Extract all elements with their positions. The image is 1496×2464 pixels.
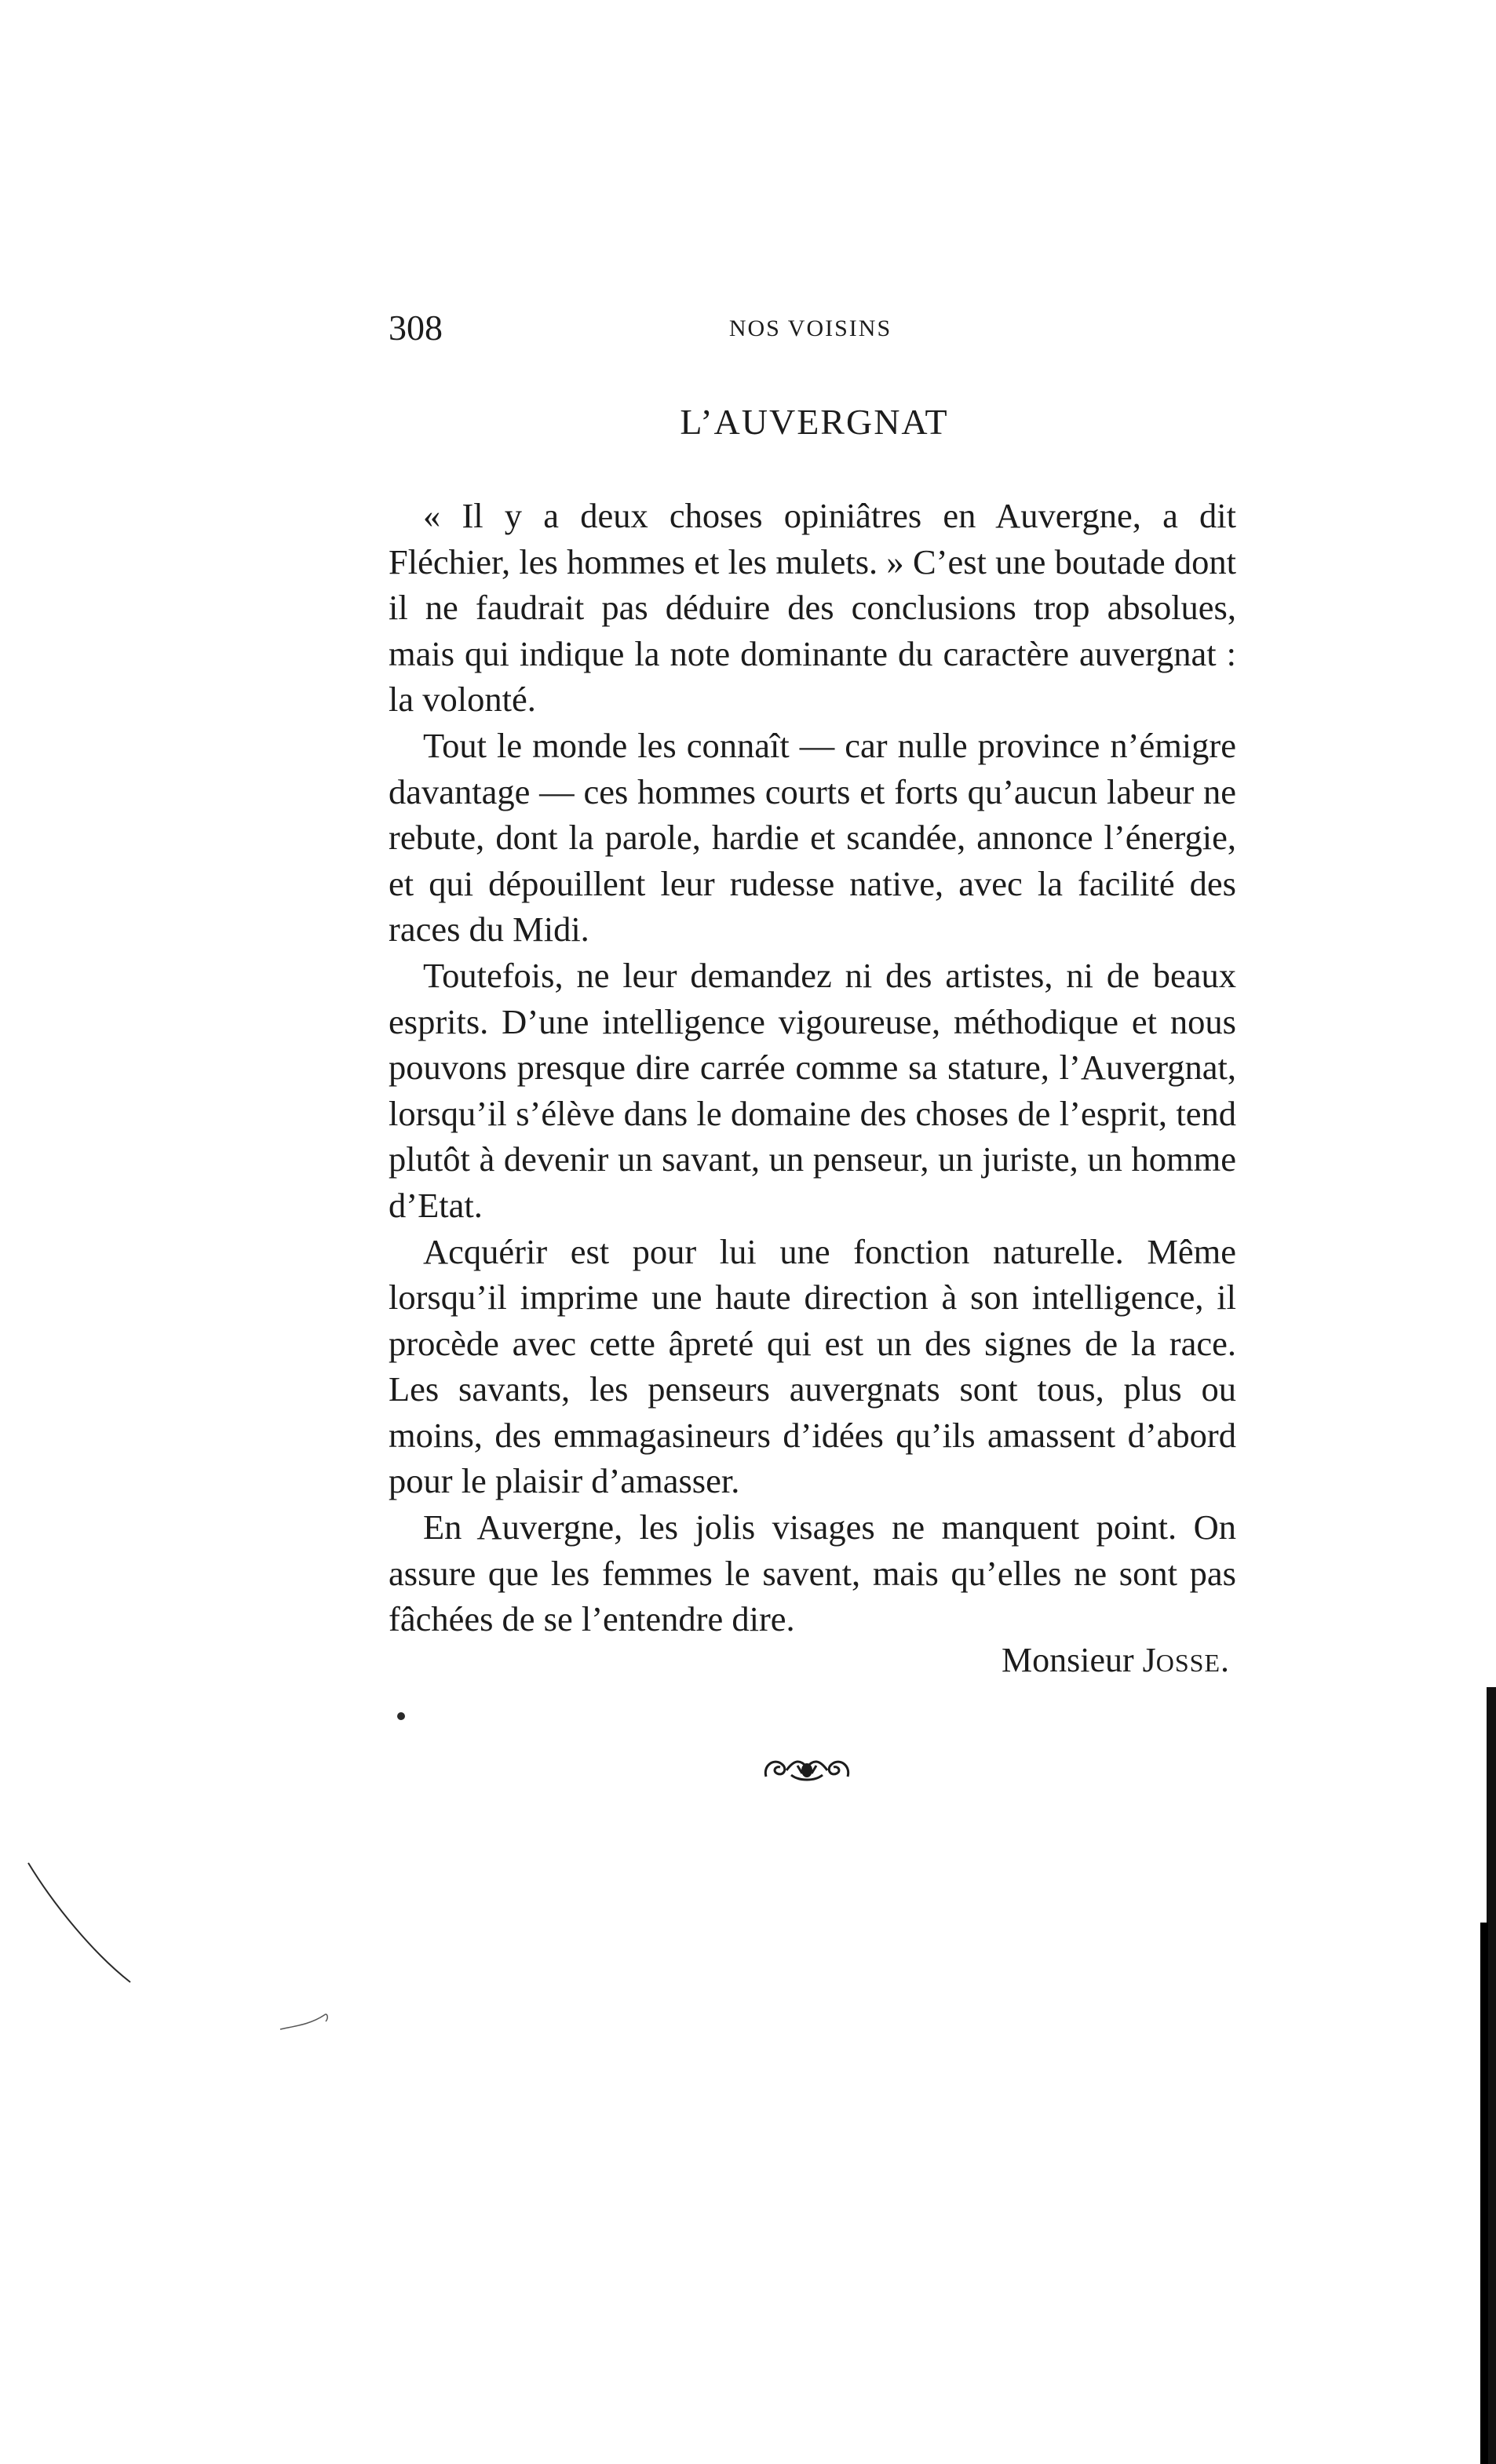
tailpiece-ornament-icon xyxy=(760,1750,854,1786)
paragraph-5: En Auvergne, les jolis visages ne manquent point. On assure que les femmes le savent, mais qu’elles ne sont pas fâchées de se l’entendre dire. xyxy=(389,1507,1236,1639)
signature-prefix: Monsieur xyxy=(1001,1641,1143,1679)
signature-name-smallcaps: OSSE xyxy=(1155,1649,1221,1677)
margin-pencil-mark xyxy=(279,2009,334,2032)
page-number: 308 xyxy=(389,308,443,348)
body-text xyxy=(389,493,1236,1642)
scan-edge-shadow xyxy=(1472,1687,1496,2464)
paragraph-4: Acquérir est pour lui une fonction naturelle. Même lorsqu’il imprime une haute direction à son intelligence, il procède avec cette âpreté qui est un des signes de la race. Les savants, les penseurs auvergnats sont tous, plus ou moins, des emmagasineurs d’idées qu’ils amassent d’abord pour le plaisir d’amasser. xyxy=(389,1231,1236,1501)
signature-suffix: . xyxy=(1221,1641,1229,1679)
paragraph-1: « Il y a deux choses opiniâtres en Auvergne, a dit Fléchier, les hommes et les mulets. » C’est une boutade dont il ne faudrait pas déduire des conclusions trop absolues, mais qui indique la note dominante du caractère auvergnat : la volonté. xyxy=(389,496,1236,720)
chapter-title: L’AUVERGNAT xyxy=(680,402,949,442)
stray-dot xyxy=(397,1712,405,1720)
paragraph-2: Tout le monde les connaît — car nulle province n’émigre davantage — ces hommes courts et forts qu’aucun labeur ne rebute, dont la parole, hardie et scandée, annonce l’énergie, et qui dépouillent leur rudesse native, avec la facilité des races du Midi. xyxy=(389,725,1236,950)
signature-initial: J xyxy=(1142,1641,1156,1679)
page-header xyxy=(389,304,1232,352)
paragraph-3: Toutefois, ne leur demandez ni des artistes, ni de beaux esprits. D’une intelligence vigoureuse, méthodique et nous pouvons presque dire carrée comme sa stature, l’Auvergnat, lorsqu’il s’élève dans le domaine des choses de l’esprit, tend plutôt à devenir un savant, un penseur, un juriste, un homme d’Etat. xyxy=(389,955,1236,1225)
author-signature xyxy=(1002,1638,1229,1686)
running-title: NOS VOISINS xyxy=(728,315,892,341)
margin-pencil-stroke xyxy=(24,1860,133,1985)
